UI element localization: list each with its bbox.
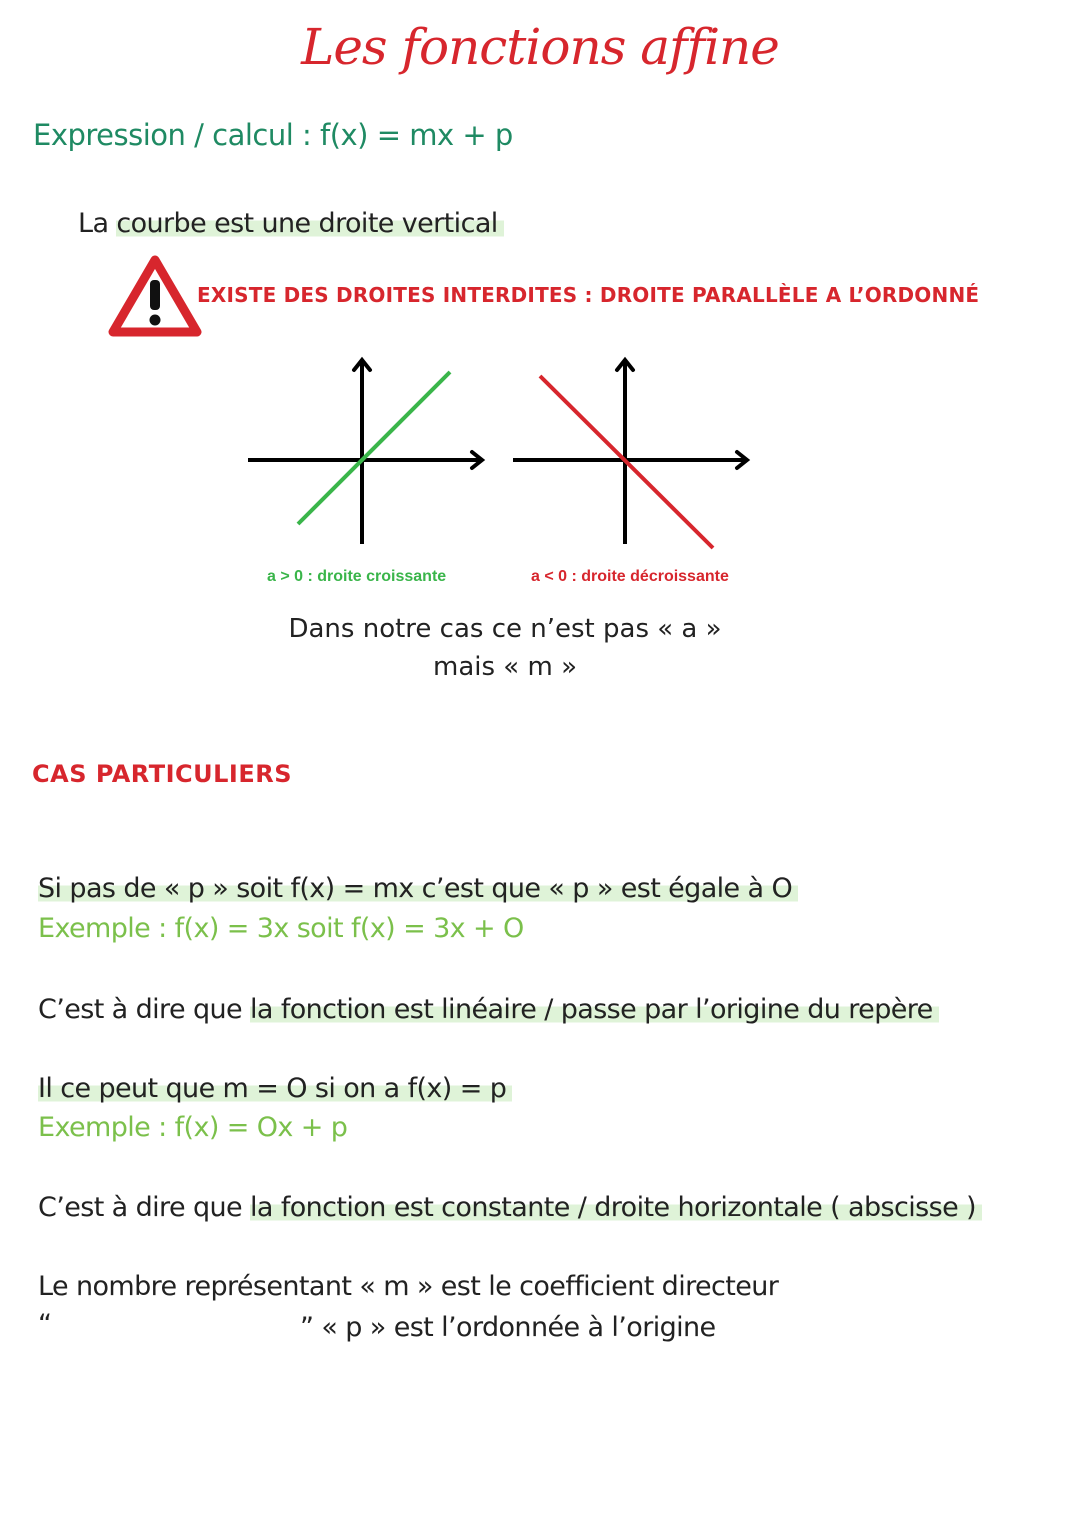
note-line-2: mais « m »: [433, 652, 577, 682]
decreasing-caption: a < 0 : droite décroissante: [531, 568, 729, 585]
increasing-line: [298, 372, 450, 524]
increasing-caption: a > 0 : droite croissante: [267, 568, 447, 585]
curve-statement: [78, 208, 504, 239]
no-p-case-text: Si pas de « p » soit f(x) = mx c’est que « p » est égale à O: [38, 873, 798, 904]
m-zero-case: [38, 1073, 512, 1104]
coefficient-line: Le nombre représentant « m » est le coefficient directeur: [38, 1271, 779, 1302]
section-title: CAS PARTICULIERS: [32, 760, 292, 788]
page-title: Les fonctions affine: [301, 18, 779, 76]
note-line-1: Dans notre cas ce n’est pas « a »: [288, 614, 722, 644]
curve-statement-prefix: La: [78, 208, 117, 239]
m-zero-case-text: Il ce peut que m = O si on a f(x) = p: [38, 1073, 512, 1104]
linear-prefix: C’est à dire que: [38, 994, 250, 1025]
no-p-case: [38, 873, 798, 904]
decreasing-line-graph: [505, 352, 755, 552]
m-zero-example: Exemple : f(x) = Ox + p: [38, 1112, 348, 1143]
intercept-line: ” « p » est l’ordonnée à l’origine: [300, 1312, 716, 1343]
linear-highlight: la fonction est linéaire / passe par l’origine du repère: [250, 994, 939, 1025]
expression-formula: Expression / calcul : f(x) = mx + p: [33, 118, 513, 152]
increasing-line-graph: [240, 352, 490, 552]
constant-prefix: C’est à dire que: [38, 1192, 250, 1223]
ditto-open-mark: “: [38, 1309, 52, 1340]
warning-text: EXISTE DES DROITES INTERDITES : DROITE PARALLÈLE A L’ORDONNÉ: [197, 283, 980, 307]
curve-statement-highlight: courbe est une droite vertical: [116, 208, 503, 239]
linear-statement: [38, 994, 939, 1025]
constant-statement: [38, 1192, 982, 1223]
warning-triangle-icon: [108, 254, 202, 338]
no-p-example: Exemple : f(x) = 3x soit f(x) = 3x + O: [38, 913, 524, 944]
constant-highlight: la fonction est constante / droite horizontale ( abscisse ): [250, 1192, 982, 1223]
